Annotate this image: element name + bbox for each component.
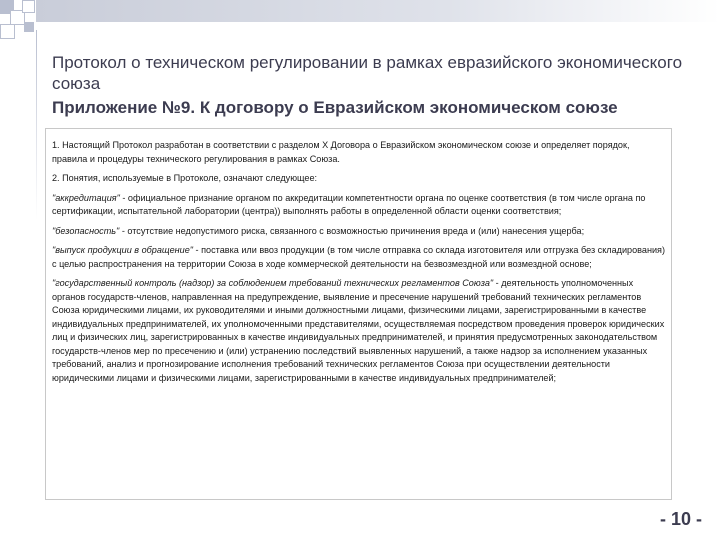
paragraph-1: 1. Настоящий Протокол разработан в соответствии с разделом X Договора о Евразийском экономическом союзе и определяет порядок, правила и процедуры технического регулирования в рамках Союза. [52,140,630,164]
definition-text: - поставка или ввоз продукции (в том числе отправка со склада изготовителя или отгрузка без складирования) с целью распространения на территории Союза в ходе коммерческой деятельности на безвозмездной или возмездной основе; [52,245,666,269]
paragraph-2: 2. Понятия, используемые в Протоколе, означают следующее: [52,173,318,183]
decor-square [24,22,34,32]
term-accreditation: "аккредитация" [52,192,120,203]
decor-square [22,0,35,13]
divider [36,30,37,220]
definition-text: - официальное признание органом по аккредитации компетентности органа по оценке соответствия (в том числе органа по сертификации, испытательной лаборатории (центра)) выполнять работы в определенной области оценки соответствия; [52,192,646,216]
definition-release [52,244,666,271]
definition-safety [52,225,666,239]
definition-state-control [52,277,666,385]
page-number: - 10 - [659,509,702,529]
slide-subtitle: Приложение №9. К договору о Евразийском экономическом союзе [52,98,618,117]
definition-text: - отсутствие недопустимого риска, связанного с возможностью причинения вреда и (или) нанесения ущерба; [119,225,585,236]
term-safety: "безопасность" [52,225,120,236]
definition-text: - деятельность уполномоченных органов государств-членов, направленная на предупреждение, выявление и пресечение нарушений требований технических регламентов Союза юридическими лицами, их руководителями и иными должностными лицами, физическими лицами, зарегистрированными в качестве индивидуальных предпринимателей, их уполномоченными представителями, осуществляемая посредством проведения проверок юридических лиц и физических лиц, зарегистрированных в качестве индивидуальных предпринимателей, и принятия предусмотренных законодательством государств-членов мер по пресечению и (или) устранению последствий выявленных нарушений, а также надзор за исполнением указанных требований, анализ и прогнозирование исполнения требований технических регламентов Союза при осуществлении деятельности юридическими лицами и физическими лицами, зарегистрированными в качестве индивидуальных предпринимателей; [52,278,665,383]
document-body [52,139,666,391]
decor-square [0,24,15,39]
header-band [36,0,720,22]
slide-title: Протокол о техническом регулировании в рамках евразийского экономического союза [52,53,683,93]
term-state-control: "государственный контроль (надзор) за соблюдением требований технических регламентов Союза" [52,278,494,288]
definition-accreditation [52,192,666,219]
term-release: "выпуск продукции в обращение" [52,245,194,255]
